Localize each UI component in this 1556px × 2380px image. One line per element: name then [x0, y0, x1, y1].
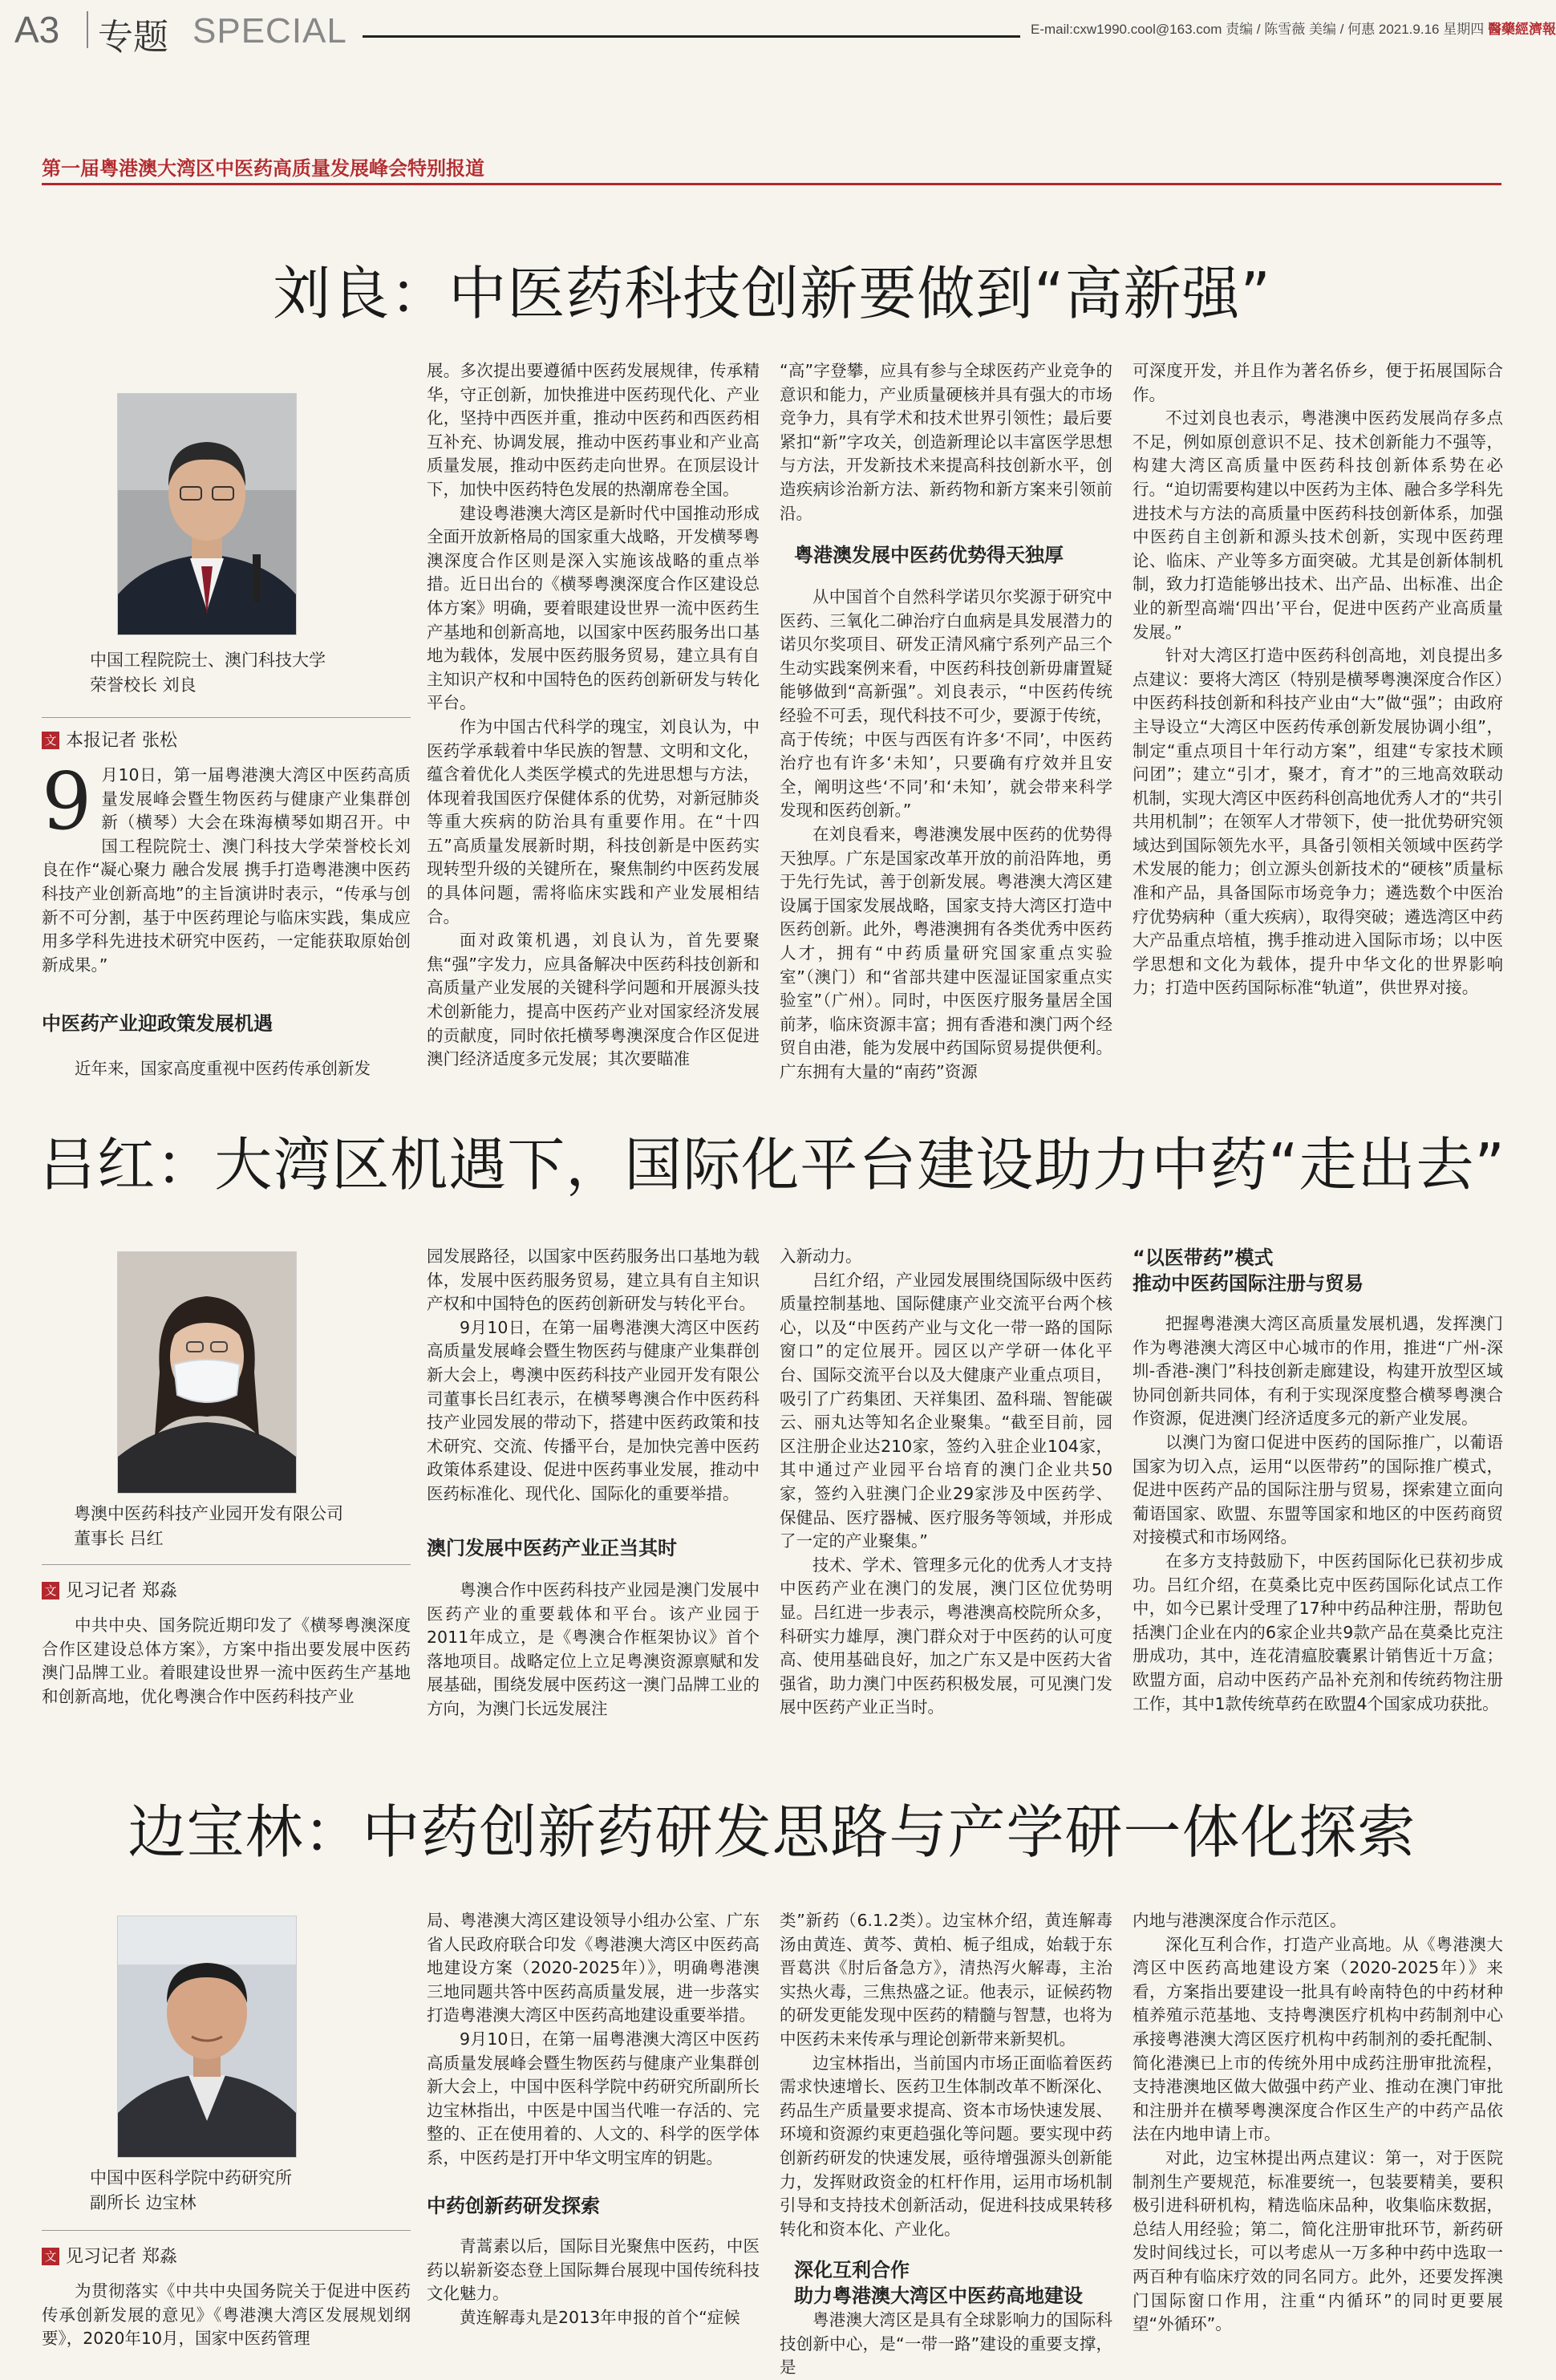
caption-line: 副所长 边宝林: [90, 2193, 197, 2212]
page-header: [0, 0, 1556, 63]
paragraph: 局、粤港澳大湾区建设领导小组办公室、广东省人民政府联合印发《粤港澳大湾区中医药高地建设方案（2020-2025年）》，明确粤港澳三地同题共答中医药高质量发展，进一步落实打造粤港澳大湾区中医药高地建设重要举措。: [427, 1911, 760, 2025]
paragraph: 可深度开发，并且作为著名侨乡，便于拓展国际合作。: [1133, 361, 1503, 404]
subhead-line: 推动中医药国际注册与贸易: [1133, 1272, 1364, 1295]
photo-caption-1: [90, 648, 355, 698]
paragraph: 深化互利合作，打造产业高地。从《粤港澳大湾区中医药高地建设方案（2020-2025年）》来看，方案指出要建设一批具有岭南特色的中药材种植养殖示范基地、支持粤澳医疗机构中药制剂中心承接粤港澳大湾区医疗机构中药制剂的委托配制、简化港澳已上市的传统外用中成药注册审批流程，支持港澳地区做大做强中药产业、推动在澳门审批和注册并在横琴粤澳深度合作区生产的中药产品依法在内地申请上市。: [1133, 1934, 1503, 2144]
paragraph: 边宝林指出，当前国内市场正面临着医药需求快速增长、医药卫生体制改革不断深化、药品生产质量要求提高、资本市场快速发展、环境和资源约束更趋强化等问题。要实现中药创新药研发的快速发展，亟待增强源头创新能力，发挥财政资金的杠杆作用，运用市场机制引导和支持技术创新活动，促进科技成果转移转化和资本化、产业化。: [780, 2053, 1112, 2239]
paragraph: 内地与港澳深度合作示范区。: [1133, 1911, 1347, 1930]
article-3-col-2b: [427, 2235, 760, 2354]
article-2-col-4: [1133, 1312, 1503, 1721]
article-2-title: 吕红：大湾区机遇下，国际化平台建设助力中药“走出去”: [38, 1131, 1505, 1198]
paragraph: 在刘良看来，粤港澳发展中医药的优势得天独厚。广东是国家改革开放的前沿阵地，勇于先行先试，善于创新发展。粤港澳大湾区建设属于国家发展战略，国家支持大湾区打造中医药创新。此外，粤港澳拥有各类优秀中医药人才，拥有“中药质量研究国家重点实验室”（澳门）和“省部共建中医湿证国家重点实验室”（广州）。同时，中医医疗服务量居全国前茅，临床资源丰富；拥有香港和澳门两个经贸自由港，能为发展中药国际贸易提供便利。广东拥有大量的“南药”资源: [780, 824, 1112, 1081]
paragraph: 粤澳合作中医药科技产业园是澳门发展中医药产业的重要载体和平台。该产业园于2011年成立，是《粤澳合作框架协议》首个落地项目。战略定位上立足粤澳资源禀赋和发展基础，围绕发展中医药这一澳门品牌工业的方向，为澳门长远发展注: [427, 1580, 760, 1718]
byline-text: 见习记者 郑淼: [66, 1581, 177, 1601]
paragraph: 不过刘良也表示，粤港澳中医药发展尚存多点不足，例如原创意识不足、技术创新能力不强等，构建大湾区高质量中医药科技创新体系势在必行。“迫切需要构建以中医药为主体、融合多学科先进技术与方法的高质量中医药科技创新体系，加强中医药自主创新和源头技术创新，实现中医药理论、临床、产业等多方面突破。尤其是创新体制机制，致力打造能够出技术、出产品、出标准、出企业的新型高端‘四出’平台，促进中医药产业高质量发展。”: [1133, 408, 1503, 642]
article-3-col-2: [427, 1909, 760, 2182]
article-3-col-4: [1133, 1909, 1503, 2355]
article-2-subhead-1: 澳门发展中医药产业正当其时: [427, 1537, 677, 1559]
photo-caption-3: [90, 2166, 363, 2216]
paragraph: 展。多次提出要遵循中医药发展规律，传承精华，守正创新，加快推进中医药现代化、产业化，坚持中西医并重，推动中医药和西医药相互补充、协调发展，推动中医药事业和产业高质量发展，推动中医药走向世界。在顶层设计下，加快中医药特色发展的热潮席卷全国。: [427, 361, 760, 499]
article-1-subhead-2: 粤港澳发展中医药优势得天独厚: [794, 544, 1064, 566]
subhead-line: “以医带药”模式: [1133, 1247, 1274, 1269]
caption-line: 中国中医科学院中药研究所: [90, 2168, 292, 2187]
header-info: [1031, 18, 1556, 38]
caption-rule: [42, 2230, 411, 2231]
article-1-col-2: [427, 359, 760, 1085]
article-3-byline: [42, 2243, 177, 2268]
byline-text: 见习记者 郑淼: [66, 2247, 177, 2267]
paragraph: 青蒿素以后，国际目光聚焦中医药，中医药以崭新姿态登上国际舞台展现中国传统科技文化魅力。: [427, 2236, 760, 2304]
caption-line: 荣誉校长 刘良: [90, 675, 197, 695]
article-1-title: 刘良：中医药科技创新要做到“高新强”: [273, 260, 1271, 327]
paragraph: 入新动力。: [780, 1247, 862, 1266]
paragraph: 在多方支持鼓励下，中医药国际化已获初步成功。吕红介绍，在莫桑比克中医药国际化试点工作中，如今已累计受理了17种中药品种注册，帮助包括澳门企业在内的6家企业共9款产品在莫桑比克注册成功，其中，连花清瘟胶囊累计销售近十万盒；欧盟方面，启动中医药产品补充剂和传统药物注册工作，其中1款传统草药在欧盟4个国家成功获批。: [1133, 1551, 1503, 1713]
paragraph: 技术、学术、管理多元化的优秀人才支持中医药产业在澳门的发展，澳门区位优势明显。吕红进一步表示，粤港澳高校院所众多，科研实力雄厚，澳门群众对于中医药的认可度高、使用基础良好，加之广东又是中医药大省强省，助力澳门中医药积极发展，可见澳门发展中医药产业正当时。: [780, 1555, 1112, 1717]
caption-line: 中国工程院院士、澳门科技大学: [90, 651, 326, 670]
paragraph: 针对大湾区打造中医药科创高地，刘良提出多点建议：要将大湾区（特别是横琴粤澳深度合作区）中医药科技创新和科技产业由“大”做“强”；由政府主导设立“大湾区中医药传承创新发展协调小组”，制定“重点项目十年行动方案”，组建“专家技术顾问团”；建立“引才，聚才，育才”的三地高效联动机制，实现大湾区中医药科创高地优秀人才的“共引共用机制”；在领军人才带领下，使一批优势研究领域达到国际领先水平，具备引领相关领域中医药学术发展的能力；创立源头创新技术的“硬核”质量标准和产品，具备国际市场竞争力；遴选数个中医治疗优势病种（重大疾病），取得突破；遴选湾区中药大产品重点培植，携手推动进入国际市场；以中医学思想和文化为载体，提升中华文化的世界影响力；打造中医药国际标准“轨道”，供世界对接。: [1133, 646, 1503, 998]
section-name-en: SPECIAL: [192, 11, 347, 51]
article-1-col-4: [1133, 359, 1503, 1085]
paragraph: 以澳门为窗口促进中医药的国际推广，以葡语国家为切入点，运用“以医带药”的国际推广模式，促进中医药产品的国际注册与贸易，探索建立面向葡语国家、欧盟、东盟等国家和地区的中医药商贸对接模式和市场网络。: [1133, 1432, 1503, 1547]
section-name: 专题: [98, 17, 168, 58]
subhead-line: 助力粤港澳大湾区中医药高地建设: [794, 2285, 1083, 2307]
article-3-col-3: [780, 1909, 1112, 2249]
caption-line: 粤澳中医药科技产业园开发有限公司: [74, 1504, 343, 1523]
article-1-subhead-1: 中医药产业迎政策发展机遇: [42, 1012, 273, 1035]
article-1-col-3b: [780, 586, 1112, 1085]
special-report-banner: 第一届粤港澳大湾区中医药高质量发展峰会特别报道: [42, 157, 484, 180]
article-1-byline: [42, 727, 177, 752]
header-contact: E-mail:cxw1990.cool@163.com 责编 / 陈雪薇 美编 / 何惠 2021.9.16 星期四: [1031, 22, 1485, 37]
article-3-title: 边宝林：中药创新药研发思路与产学研一体化探索: [128, 1798, 1416, 1866]
paragraph: 近年来，国家高度重视中医药传承创新发: [75, 1059, 371, 1078]
paragraph: 把握粤港澳大湾区高质量发展机遇，发挥澳门作为粤港澳大湾区中心城市的作用，推进“广州-深圳-香港-澳门”科技创新走廊建设，构建开放型区域协同创新共同体，有利于实现深度整合横琴粤澳合作资源，促进澳门经济适度多元的新产业发展。: [1133, 1314, 1503, 1429]
portrait-image: [118, 1916, 296, 2157]
paragraph: 类”新药（6.1.2类）。边宝林介绍，黄连解毒汤由黄连、黄芩、黄柏、栀子组成，始载于东晋葛洪《肘后备急方》，清热泻火解毒，主治实热火毒，三焦热盛之证。他表示，证候药物的研发更能发现中医药的精髓与智慧，也将为中医药未来传承与理论创新带来新契机。: [780, 1911, 1112, 2049]
subhead-line: 深化互利合作: [794, 2259, 910, 2281]
photo-caption-2: [74, 1502, 387, 1551]
paragraph: 粤港澳大湾区是具有全球影响力的国际科技创新中心，是“一带一路”建设的重要支撑，是: [780, 2310, 1112, 2378]
paragraph: 为贯彻落实《中共中央国务院关于促进中医药传承创新发展的意见》《粤港澳大湾区发展规划纲要》，2020年10月，国家中医药管理: [42, 2281, 411, 2349]
article-1-lead: [42, 756, 411, 996]
paragraph: 9月10日，在第一届粤港澳大湾区中医药高质量发展峰会暨生物医药与健康产业集群创新大会上，粤澳中医药科技产业园开发有限公司董事长吕红表示，在横琴粤澳合作中医药科技产业园发展的带动下，搭建中医药政策和技术研究、交流、传播平台，是加快完善中医药政策体系建设、促进中医药事业发展，推动中医药标准化、现代化、国际化的重要举措。: [427, 1317, 760, 1503]
banner-rule: [42, 183, 1501, 185]
article-1-col-1-tail: [42, 1057, 411, 1086]
paragraph: “高”字登攀，应具有参与全球医药产业竞争的意识和能力，产业质量硬核并具有强大的市场竞争力，具有学术和技术世界引领性；最后要紧扣“新”字攻关，创造新理论以丰富医学思想与方法，开发新技术来提高科技创新水平，创造疾病诊治新方法、新药物和新方案来引领前沿。: [780, 361, 1112, 523]
paragraph: 对此，边宝林提出两点建议：第一，对于医院制剂生产要规范，标准要统一，包装要精美，要积极引进科研机构，精选临床品种，收集临床数据，总结人用经验；第二，简化注册审批环节，新药研发时间线过长，可以考虑从一万多种中药中选取一两百种有临床疗效的同名同方。此外，还要发挥澳门国际窗口作用，注重“内循环”的同时更要展望“外循环”。: [1133, 2147, 1503, 2334]
paragraph: 吕红介绍，产业园发展围绕国际级中医药质量控制基地、国际健康产业交流平台两个核心，以及“中医药产业与文化一带一路的国际窗口”的定位展开。园区以产学研一体化平台、国际交流平台以及大健康产业重点项目，吸引了广药集团、天祥集团、盈科瑞、智能碳云、丽丸达等知名企业聚集。“截至目前，园区注册企业达210家，签约入驻企业104家，其中通过产业园平台培育的澳门企业共50家，签约入驻澳门企业29家涉及中医药学、保健品、医疗器械、医疗服务等领域，并形成了一定的产业聚集。”: [780, 1270, 1112, 1551]
byline-text: 本报记者 张松: [66, 731, 177, 751]
article-1-col-3: [780, 359, 1112, 529]
newspaper-brand: 醫藥經濟報: [1487, 22, 1556, 38]
author-badge: 文: [42, 732, 59, 749]
portrait-lv-hong: [117, 1251, 297, 1494]
header-rule: [363, 35, 1020, 38]
paragraph: 从中国首个自然科学诺贝尔奖源于研究中医药、三氧化二砷治疗白血病是具发展潜力的诺贝尔奖项目、研发正清风痛宁系列产品三个生动实践案例来看，中医药科技创新毋庸置疑能够做到“高新强”。刘良表示，“中医药传统经验不可丢，现代科技不可少，要源于传统，高于传统；中医与西医有许多‘不同’，中医药治疗也有许多‘未知’，只要确有疗效并且安全，阐明这些‘不同’和‘未知’，就会带来科学发现和医药创新。”: [780, 587, 1112, 821]
portrait-liu-liang: [117, 393, 297, 635]
article-2-col-1: [42, 1614, 411, 1718]
article-3-subhead-2: [794, 2257, 1083, 2309]
header-divider: [87, 11, 88, 48]
portrait-image: [118, 1252, 296, 1493]
paragraph: 面对政策机遇，刘良认为，首先要聚焦“强”字发力，应具备解决中医药科技创新和高质量产业发展的关键科学问题和开展源头技术创新能力，提高中医药产业对国家经济发展的贡献度，同时依托横琴粤澳深度合作区促进澳门经济适度多元发展；其次要瞄准: [427, 931, 760, 1069]
caption-line: 董事长 吕红: [74, 1529, 164, 1548]
article-2-col-2b: [427, 1579, 760, 1721]
paragraph: 建设粤港澳大湾区是新时代中国推动形成全面开放新格局的国家重大战略，开发横琴粤澳深度合作区则是深入实施该战略的重点举措。近日出台的《横琴粤澳深度合作区建设总体方案》明确，要着眼建设世界一流中医药生产基地和创新高地，以国家中医药服务出口基地为载体，发展中医药服务贸易，建立具有自主知识产权和中国特色的医药创新研发与转化平台。: [427, 503, 760, 713]
drop-cap: 9: [42, 756, 92, 848]
lead-text: 月10日，第一届粤港澳大湾区中医药高质量发展峰会暨生物医药与健康产业集群创新（横琴）大会在珠海横琴如期召开。中国工程院院士、澳门科技大学荣誉校长刘良在作“凝心聚力 融合发展 携手打造粤港澳中医药科技产业创新高地”的主旨演讲时表示，“传承与创新不可分割，基于中医药理论与临床实践，集成应用多学科先进技术研究中医药，一定能获取原始创新成果。”: [42, 765, 411, 975]
author-badge: 文: [42, 2248, 59, 2265]
author-badge: 文: [42, 1582, 59, 1600]
article-2-byline: [42, 1577, 177, 1602]
portrait-bian-baolin: [117, 1916, 297, 2158]
paragraph: 9月10日，在第一届粤港澳大湾区中医药高质量发展峰会暨生物医药与健康产业集群创新大会上，中国中医科学院中药研究所副所长边宝林指出，中医是中国当代唯一存活的、完整的、正在使用着的、人文的、科学的医学体系，中医药是打开中华文明宝库的钥匙。: [427, 2029, 760, 2167]
paragraph: 作为中国古代科学的瑰宝，刘良认为，中医药学承载着中华民族的智慧、文明和文化，蕴含着优化人类医学模式的先进思想与方法，体现着我国医疗保健体系的优势，对新冠肺炎等重大疾病的防治具有重要作用。在“十四五”高质量发展新时期，科技创新是中医药实现转型升级的关键所在，聚焦制约中医药发展的具体问题，需将临床实践和产业发展相结合。: [427, 716, 760, 926]
caption-rule: [42, 1564, 411, 1565]
page-number: A3: [14, 9, 60, 51]
caption-rule: [42, 717, 411, 718]
portrait-image: [118, 394, 296, 635]
article-2-col-2: [427, 1245, 760, 1527]
paragraph: 中共中央、国务院近期印发了《横琴粤澳深度合作区建设总体方案》，方案中指出要发展中医药澳门品牌工业。着眼建设世界一流中医药生产基地和创新高地，优化粤澳合作中医药科技产业: [42, 1616, 411, 1706]
article-3-subhead-1: 中药创新药研发探索: [427, 2195, 600, 2217]
article-3-col-3b: [780, 2309, 1112, 2378]
article-2-subhead-2: [1133, 1245, 1364, 1296]
article-2-col-3: [780, 1245, 1112, 1721]
paragraph: 黄连解毒丸是2013年申报的首个“症候: [460, 2307, 740, 2327]
paragraph: 园发展路径，以国家中医药服务出口基地为载体，发展中医药服务贸易，建立具有自主知识产权和中国特色的医药创新研发与转化平台。: [427, 1247, 760, 1314]
article-3-col-1: [42, 2280, 411, 2354]
